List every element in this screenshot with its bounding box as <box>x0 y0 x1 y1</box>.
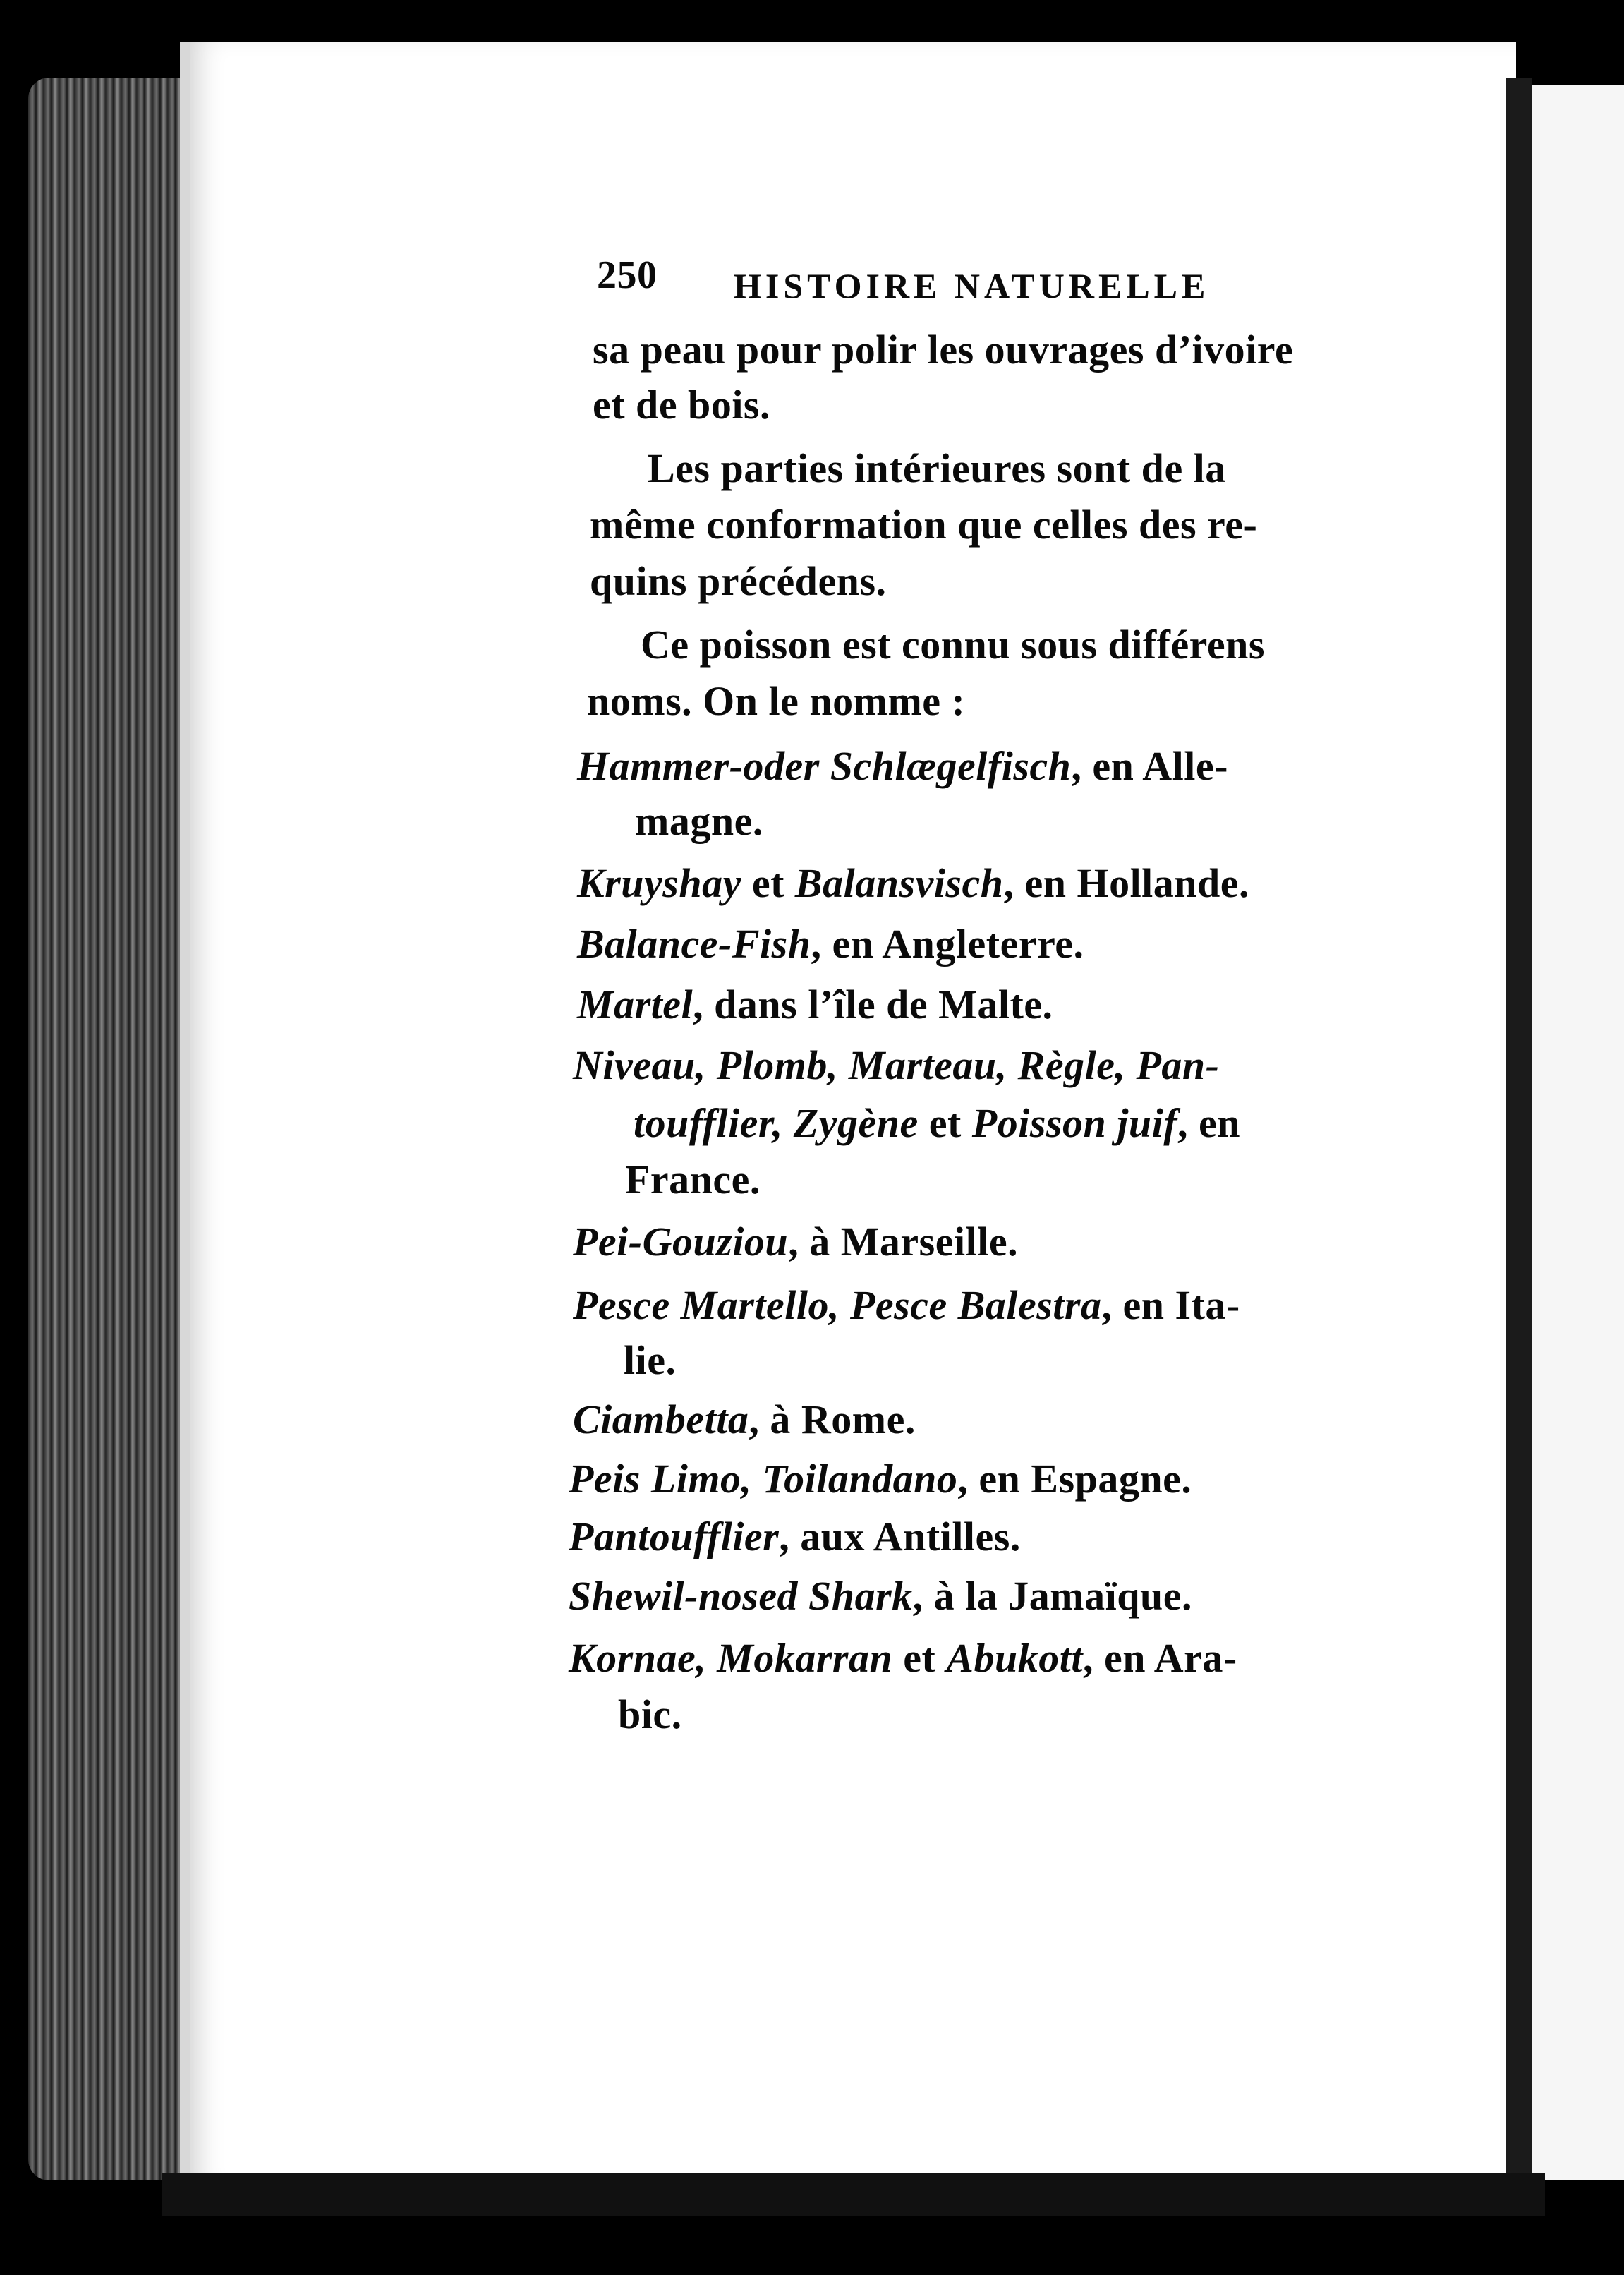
text-line: Ce poisson est connu sous différens <box>641 622 1265 668</box>
text-line: Hammer-oder Schlægelfisch, en Alle- <box>577 743 1228 789</box>
text-line: quins précédens. <box>590 558 887 604</box>
text-line: Pei-Gouziou, à Marseille. <box>573 1219 1019 1265</box>
text-line: Les parties intérieures sont de la <box>648 445 1226 491</box>
text-line: noms. On le nomme : <box>587 678 966 724</box>
text-line: Pesce Martello, Pesce Balestra, en Ita- <box>573 1282 1240 1328</box>
text-line: magne. <box>635 798 763 844</box>
text-line: France. <box>625 1157 761 1202</box>
text-line: Peis Limo, Toilandano, en Espagne. <box>569 1456 1192 1502</box>
text-line: toufflier, Zygène et Poisson juif, en <box>634 1100 1241 1146</box>
text-line: Kornae, Mokarran et Abukott, en Ara- <box>569 1635 1237 1681</box>
text-line: lie. <box>624 1337 677 1383</box>
text-line: Kruyshay et Balansvisch, en Hollande. <box>577 860 1250 906</box>
text-line: Pantoufflier, aux Antilles. <box>569 1514 1021 1559</box>
text-line: sa peau pour polir les ouvrages d’ivoire <box>593 327 1294 373</box>
text-line: Ciambetta, à Rome. <box>573 1396 916 1442</box>
text-line: Niveau, Plomb, Marteau, Règle, Pan- <box>573 1042 1220 1088</box>
running-title: HISTOIRE NATURELLE <box>734 266 1210 306</box>
text-line: même conformation que celles des re- <box>590 502 1258 548</box>
text-line: et de bois. <box>593 382 770 428</box>
page-number: 250 <box>597 253 658 297</box>
text-line: Martel, dans l’île de Malte. <box>577 982 1053 1027</box>
text-line: Shewil-nosed Shark, à la Jamaïque. <box>569 1573 1192 1619</box>
text-line: Balance-Fish, en Angleterre. <box>577 921 1084 967</box>
text-line: bic. <box>618 1691 682 1737</box>
